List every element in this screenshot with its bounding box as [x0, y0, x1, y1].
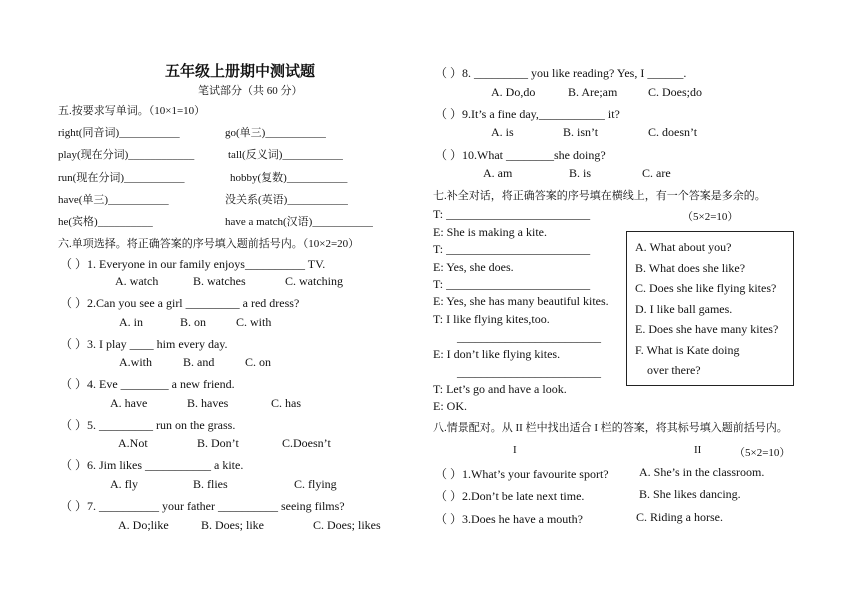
dialogue-line: T: Let’s go and have a look.: [433, 382, 567, 396]
answer-option-continued: over there?: [647, 363, 701, 377]
dialogue-line: E: Yes, she has many beautiful kites.: [433, 294, 609, 308]
option-b: B. and: [183, 355, 215, 369]
page-subtitle: 笔试部分（共 60 分）: [198, 85, 303, 97]
word-item: go(单三)___________: [225, 127, 326, 139]
question-stem: （ ）7. __________ your father __________ seeing films?: [60, 499, 345, 513]
option-c: C. with: [236, 315, 272, 329]
answer-options-box: [626, 231, 794, 386]
word-item: have(单三)___________: [58, 194, 169, 206]
question-stem: （ ）10.What ________she doing?: [435, 148, 606, 162]
match-question: （ ）3.Does he have a mouth?: [435, 512, 583, 526]
section-7-score: （5×2=10）: [682, 211, 739, 223]
dialogue-line: E: OK.: [433, 399, 467, 413]
option-b: B. Does; like: [201, 518, 264, 532]
word-item: 没关系(英语)___________: [225, 194, 348, 206]
word-item: have a match(汉语)___________: [225, 216, 373, 228]
match-answer: C. Riding a horse.: [636, 510, 723, 524]
question-stem: （ ）4. Eve ________ a new friend.: [60, 377, 235, 391]
page-title: 五年级上册期中测试题: [165, 64, 316, 80]
word-item: right(同音词)___________: [58, 127, 180, 139]
option-c: C. Does; likes: [313, 518, 381, 532]
option-a: A. watch: [115, 274, 159, 288]
option-c: C. on: [245, 355, 272, 369]
word-item: he(宾格)__________: [58, 216, 153, 228]
option-b: B. is: [569, 166, 592, 180]
question-stem: （ ）3. I play ____ him every day.: [60, 337, 228, 351]
match-answer: B. She likes dancing.: [639, 487, 741, 501]
option-b: B. Don’t: [197, 436, 239, 450]
question-stem: （ ）9.It’s a fine day,___________ it?: [435, 107, 620, 121]
answer-option: C. Does she like flying kites?: [635, 281, 777, 295]
option-c: C. has: [271, 396, 301, 410]
option-c: C. Does;do: [648, 85, 702, 99]
option-b: B. on: [180, 315, 207, 329]
option-a: A. Do,do: [491, 85, 536, 99]
option-a: A. in: [119, 315, 143, 329]
question-stem: （ ）6. Jim likes ___________ a kite.: [60, 458, 244, 472]
section-8-heading: 八.情景配对。从 II 栏中找出适合 I 栏的答案，将其标号填入题前括号内。: [433, 422, 788, 434]
match-question: （ ）2.Don’t be late next time.: [435, 489, 585, 503]
answer-option: B. What does she like?: [635, 261, 746, 275]
section-6-heading: 六.单项选择。将正确答案的序号填入题前括号内。（10×2=20）: [58, 238, 360, 250]
word-item: tall(反义词)___________: [228, 149, 343, 161]
answer-option: A. What about you?: [635, 240, 732, 254]
option-b: B. flies: [193, 477, 228, 491]
section-8-score: （5×2=10）: [734, 447, 791, 459]
option-a: A. have: [110, 396, 148, 410]
question-stem: （ ）2.Can you see a girl _________ a red dress?: [60, 296, 300, 310]
dialogue-line: ________________________: [457, 330, 601, 344]
option-c: C.Doesn’t: [282, 436, 331, 450]
word-item: run(现在分词)___________: [58, 172, 185, 184]
option-a: A.Not: [118, 436, 148, 450]
question-stem: （ ）5. _________ run on the grass.: [60, 418, 236, 432]
option-b: B. Are;am: [568, 85, 618, 99]
dialogue-line: T: ________________________: [433, 207, 591, 221]
match-answer: A. She’s in the classroom.: [639, 465, 765, 479]
dialogue-line: T: ________________________: [433, 242, 591, 256]
section-7-heading: 七.补全对话，将正确答案的序号填在横线上，有一个答案是多余的。: [433, 190, 766, 202]
question-stem: （ ）1. Everyone in our family enjoys__________ TV.: [60, 257, 326, 271]
match-question: （ ）1.What’s your favourite sport?: [435, 467, 609, 481]
word-item: hobby(复数)___________: [230, 172, 348, 184]
option-b: B. haves: [187, 396, 229, 410]
option-a: A. am: [483, 166, 513, 180]
dialogue-line: E: I don’t like flying kites.: [433, 347, 561, 361]
option-a: A. Do;like: [118, 518, 169, 532]
section-5-heading: 五.按要求写单词。（10×1=10）: [58, 105, 206, 117]
column-i-label: I: [513, 444, 517, 456]
answer-option: E. Does she have many kites?: [635, 322, 779, 336]
dialogue-line: E: Yes, she does.: [433, 260, 514, 274]
option-c: C. are: [642, 166, 671, 180]
answer-option: F. What is Kate doing: [635, 343, 740, 357]
dialogue-line: E: She is making a kite.: [433, 225, 547, 239]
question-stem: （ ）8. _________ you like reading? Yes, I ______.: [435, 66, 687, 80]
option-c: C. doesn’t: [648, 125, 698, 139]
word-item: play(现在分词)____________: [58, 149, 195, 161]
option-a: A. fly: [110, 477, 138, 491]
dialogue-line: T: ________________________: [433, 277, 591, 291]
answer-option: D. I like ball games.: [635, 302, 733, 316]
option-a: A. is: [491, 125, 514, 139]
dialogue-line: T: I like flying kites,too.: [433, 312, 550, 326]
option-b: B. isn’t: [563, 125, 599, 139]
dialogue-line: ________________________: [457, 365, 601, 379]
option-b: B. watches: [193, 274, 246, 288]
option-c: C. watching: [285, 274, 343, 288]
option-c: C. flying: [294, 477, 337, 491]
option-a: A.with: [119, 355, 152, 369]
column-ii-label: II: [694, 444, 702, 456]
